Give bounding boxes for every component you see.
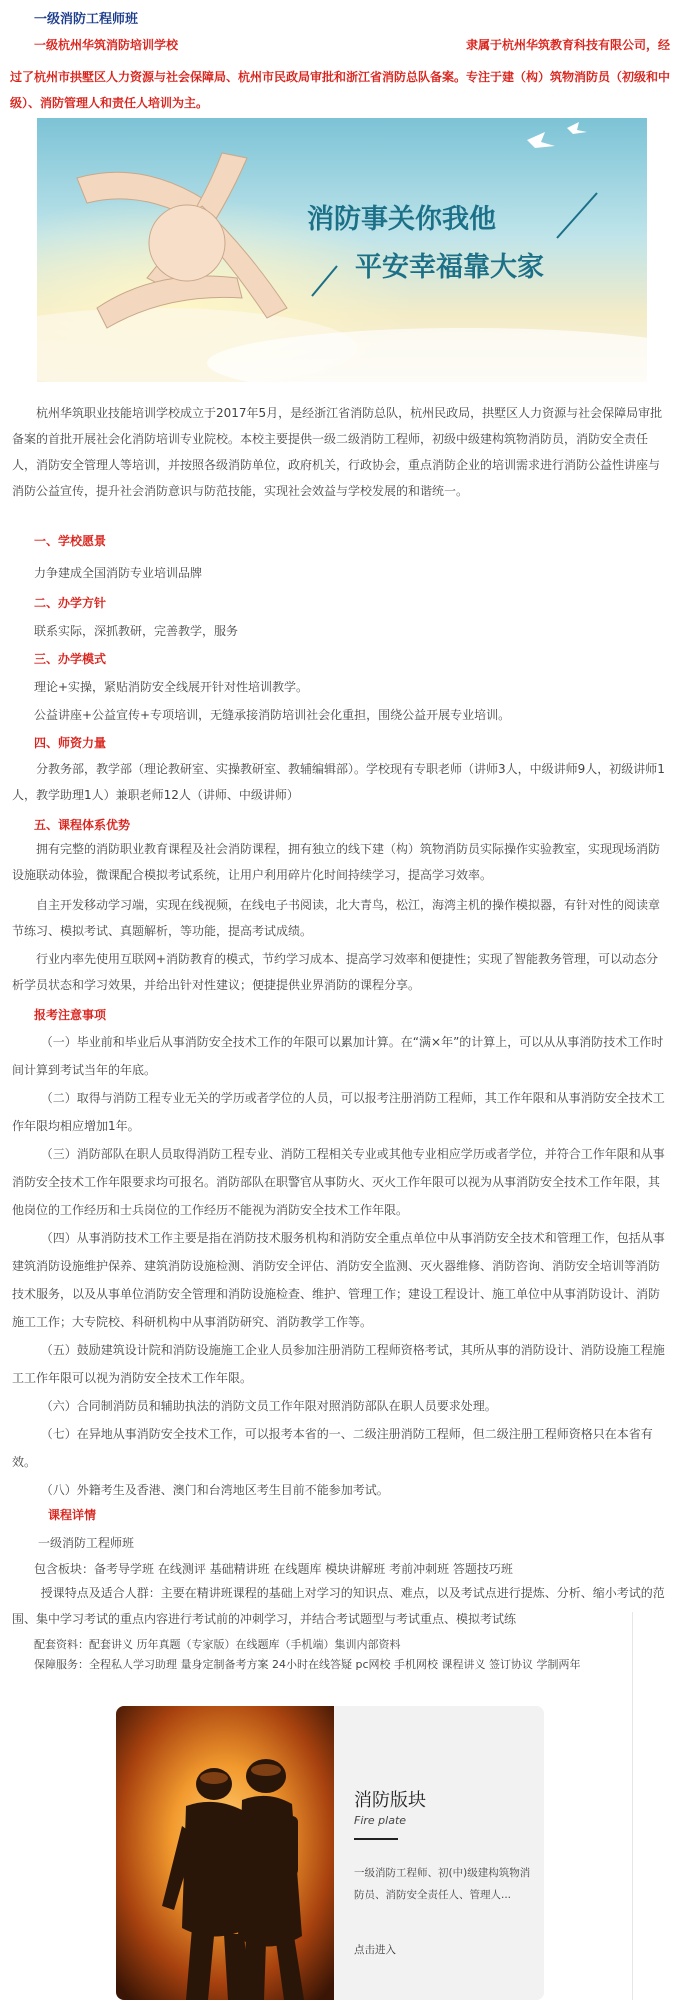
notes-heading: 报考注意事项 bbox=[34, 1008, 107, 1022]
company-name: 隶属于杭州华筑教育科技有限公司，经 bbox=[465, 38, 670, 52]
section-text-curriculum-1: 拥有完整的消防职业教育课程及社会消防课程，拥有独立的线下建（构）筑物消防员实际操作实验教室，实现现场消防设施联动体验，微课配合模拟考试系统，让用户利用碎片化时间持续学习，提高学习效率。 bbox=[12, 842, 661, 882]
section-text-mode-1: 理论+实操，紧贴消防安全线展开针对性培训教学。 bbox=[34, 680, 309, 694]
course-heading: 课程详情 bbox=[48, 1508, 97, 1522]
section-heading-policy: 二、办学方针 bbox=[34, 596, 107, 610]
school-name: 一级杭州华筑消防培训学校 bbox=[34, 38, 179, 52]
page-title: 一级消防工程师班 bbox=[34, 12, 139, 27]
card-title: 消防版块 bbox=[354, 1790, 426, 1811]
card-description: 一级消防工程师、初(中)级建构筑物消防员、消防安全责任人、管理人... bbox=[354, 1867, 531, 1901]
section-heading-vision: 一、学校愿景 bbox=[34, 534, 107, 548]
section-heading-curriculum: 五、课程体系优势 bbox=[34, 818, 131, 832]
card-text-panel bbox=[334, 1706, 544, 2000]
note-item-5: （五）鼓励建筑设计院和消防设施施工企业人员参加注册消防工程师资格考试，其所从事的消防设计、消防设施工程施工工作年限可以视为消防安全技术工作年限。 bbox=[12, 1343, 665, 1385]
school-intro: 杭州华筑职业技能培训学校成立于2017年5月，是经浙江省消防总队，杭州民政局，拱墅区人力资源与社会保障局审批备案的首批开展社会化消防培训专业院校。本校主要提供一级二级消防工程师，初级中级建构筑物消防员，消防安全责任人，消防安全管理人等培训，并按照各级消防单位，政府机关，行政协会，重点消防企业的培训需求进行消防公益性讲座与消防公益宣传，提升社会消防意识与防范技能，实现社会效益与学校发展的和谐统一。 bbox=[12, 406, 663, 498]
section-text-vision: 力争建成全国消防专业培训品牌 bbox=[34, 566, 203, 580]
card-divider bbox=[354, 1838, 398, 1840]
firefighters-icon bbox=[116, 1706, 334, 2000]
section-heading-teachers: 四、师资力量 bbox=[34, 736, 107, 750]
banner-graphic bbox=[37, 118, 647, 382]
card-subtitle: Fire plate bbox=[354, 1814, 407, 1827]
course-modules: 包含板块：备考导学班 在线测评 基础精讲班 在线题库 模块讲解班 考前冲刺班 答题技巧班 bbox=[34, 1562, 513, 1576]
approval-text: 过了杭州市拱墅区人力资源与社会保障局、杭州市民政局审批和浙江省消防总队备案。专注于建（构）筑物消防员（初级和中级）、消防管理人和责任人培训为主。 bbox=[10, 70, 671, 110]
section-text-mode-2: 公益讲座+公益宣传+专项培训，无缝承接消防培训社会化重担，围绕公益开展专业培训。 bbox=[34, 708, 511, 722]
note-item-6: （六）合同制消防员和辅助执法的消防文员工作年限对照消防部队在职人员要求处理。 bbox=[40, 1399, 497, 1413]
card-enter-link[interactable]: 点击进入 bbox=[354, 1944, 396, 1956]
banner-line2: 平安幸福靠大家 bbox=[355, 252, 544, 282]
section-text-policy: 联系实际，深抓教研，完善教学，服务 bbox=[34, 624, 239, 638]
section-heading-mode: 三、办学模式 bbox=[34, 652, 107, 666]
course-features: 授课特点及适合人群：主要在精讲班课程的基础上对学习的知识点、难点，以及考试点进行提炼、分析、缩小考试的范围、集中学习考试的重点内容进行考试前的冲刺学习，并结合考试题型与考试重点、模拟考试练 bbox=[12, 1586, 665, 1626]
note-item-2: （二）取得与消防工程专业无关的学历或者学位的人员，可以报考注册消防工程师，其工作年限和从事消防安全技术工作年限均相应增加1年。 bbox=[12, 1091, 665, 1133]
section-text-teachers: 分教务部，教学部（理论教研室、实操教研室、教辅编辑部）。学校现有专职老师（讲师3人，中级讲师9人，初级讲师1人，教学助理1人）兼职老师12人（讲师、中级讲师） bbox=[12, 762, 665, 802]
right-divider bbox=[632, 1612, 633, 2000]
note-item-7: （七）在异地从事消防安全技术工作，可以报考本省的一、二级注册消防工程师，但二级注册工程师资格只在本省有效。 bbox=[12, 1427, 653, 1469]
note-item-3: （三）消防部队在职人员取得消防工程专业、消防工程相关专业或其他专业相应学历或者学位，并符合工作年限和从事消防安全技术工作年限要求均可报名。消防部队在职警官从事防火、灭火工作年限可以视为从事消防安全技术工作年限，其他岗位的工作经历和士兵岗位的工作经历不能视为消防安全技术工作年限。 bbox=[12, 1147, 665, 1217]
course-name: 一级消防工程师班 bbox=[38, 1536, 135, 1550]
note-item-1: （一）毕业前和毕业后从事消防安全技术工作的年限可以累加计算。在“满×年”的计算上，可以从从事消防技术工作时间计算到考试当年的年底。 bbox=[12, 1035, 664, 1077]
banner-line1: 消防事关你我他 bbox=[307, 204, 496, 234]
course-service: 保障服务：全程私人学习助理 量身定制备考方案 24小时在线答疑 pc网校 手机网校 课程讲义 签订协议 学制两年 bbox=[34, 1658, 581, 1671]
course-materials: 配套资料：配套讲义 历年真题（专家版）在线题库（手机端）集训内部资料 bbox=[34, 1638, 401, 1651]
section-text-curriculum-2: 自主开发移动学习端，实现在线视频，在线电子书阅读，北大青鸟，松江，海湾主机的操作模拟器，有针对性的阅读章节练习、模拟考试、真题解析，等功能，提高考试成绩。 bbox=[12, 898, 661, 938]
note-item-8: （八）外籍考生及香港、澳门和台湾地区考生目前不能参加考试。 bbox=[40, 1483, 389, 1497]
firefighters-image bbox=[116, 1706, 334, 2000]
fire-plate-card[interactable] bbox=[116, 1706, 544, 2000]
section-text-curriculum-3: 行业内率先使用互联网+消防教育的模式，节约学习成本、提高学习效率和便捷性；实现了智能教务管理，可以动态分析学员状态和学习效果，并给出针对性建议；便捷提供业界消防的课程分享。 bbox=[12, 952, 659, 992]
note-item-4: （四）从事消防技术工作主要是指在消防技术服务机构和消防安全重点单位中从事消防安全技术和管理工作，包括从事建筑消防设施维护保养、建筑消防设施检测、消防安全评估、消防安全监测、灭火器维修、消防咨询、消防安全培训等消防技术服务，以及从事单位消防安全管理和消防设施检查、维护、管理工作；建设工程设计、施工单位中从事消防设计、消防施工工作；大专院校、科研机构中从事消防研究、消防教学工作等。 bbox=[12, 1231, 665, 1329]
school-line bbox=[0, 36, 680, 53]
banner-image bbox=[37, 118, 647, 382]
